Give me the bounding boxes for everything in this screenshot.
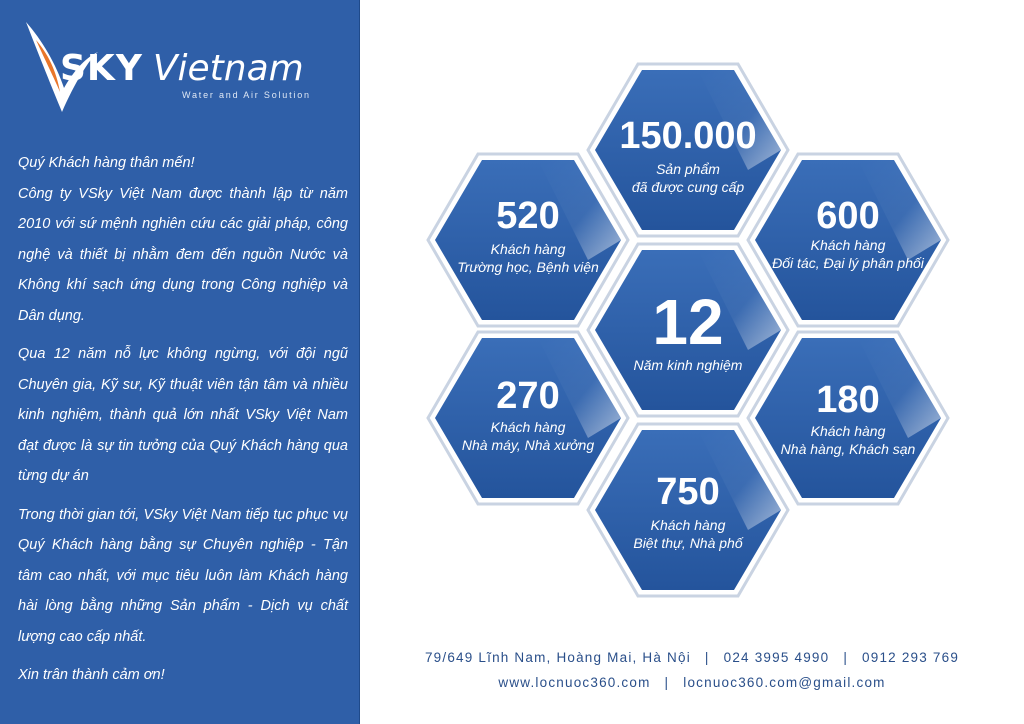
stat-top-line2: đã được cung cấp xyxy=(631,179,745,195)
phone-2[interactable]: 0912 293 769 xyxy=(862,650,960,665)
stat-lower-right-line2: Nhà hàng, Khách sạn xyxy=(780,441,916,457)
stat-center-line1: Năm kinh nghiệm xyxy=(633,357,743,373)
separator: | xyxy=(664,675,670,690)
hex-center xyxy=(588,244,788,416)
logo-wordmark xyxy=(60,48,304,89)
hex-bottom xyxy=(588,424,788,596)
stat-top-line1: Sản phẩm xyxy=(656,161,720,177)
logo-tagline: Water and Air Solution xyxy=(182,90,311,100)
stat-lower-left-line1: Khách hàng xyxy=(490,419,566,435)
stat-upper-right-line2: Đối tác, Đại lý phân phối xyxy=(772,255,924,271)
hex-top xyxy=(588,64,788,236)
intro-text xyxy=(18,148,348,691)
stat-lower-right-line1: Khách hàng xyxy=(810,423,886,439)
stat-upper-left-line2: Trường học, Bệnh viện xyxy=(457,259,599,275)
intro-paragraph-2: Qua 12 năm nỗ lực không ngừng, với đội ngũ Chuyên gia, Kỹ sư, Kỹ thuật viên tận tâm và nhiều kinh nghiệm, thành quả lớn nhất VSky Việt Nam đạt được là sự tin tưởng của Quý Khách hàng qua từng dự án xyxy=(18,346,348,484)
stat-upper-right-number: 600 xyxy=(816,195,880,237)
separator: | xyxy=(704,650,710,665)
separator: | xyxy=(843,650,849,665)
hex-lower-right xyxy=(748,332,948,504)
contact-line-1 xyxy=(360,650,1024,665)
hex-upper-left xyxy=(428,154,628,326)
stat-center-number: 12 xyxy=(652,286,724,358)
greeting: Quý Khách hàng thân mến! xyxy=(18,155,195,171)
logo-sky: SKY xyxy=(60,48,143,89)
stat-lower-left-number: 270 xyxy=(496,375,560,417)
stat-upper-left-number: 520 xyxy=(496,195,560,237)
hex-upper-right xyxy=(748,154,948,326)
phone-1[interactable]: 024 3995 4990 xyxy=(723,650,830,665)
stats-honeycomb xyxy=(360,0,1024,640)
intro-paragraph-1: Công ty VSky Việt Nam được thành lập từ năm 2010 với sứ mệnh nghiên cứu các giải pháp, công nghệ và thiết bị nhằm đem đến nguồn Nước và Không khí sạch ứng dụng trong Công nghiệp và Dân dụng. xyxy=(18,185,348,324)
stat-bottom-line1: Khách hàng xyxy=(650,517,726,533)
intro-paragraph-3: Trong thời gian tới, VSky Việt Nam tiếp tục phục vụ Quý Khách hàng bằng sự Chuyên nghiệp - Tận tâm cao nhất, với mục tiêu luôn làm Khách hàng hài lòng bằng những Sản phẩm - Dịch vụ chất lượng cao cấp nhất. xyxy=(18,506,348,645)
website-link[interactable]: www.locnuoc360.com xyxy=(498,675,651,690)
stat-lower-left-line2: Nhà máy, Nhà xưởng xyxy=(461,437,595,453)
left-panel xyxy=(0,0,360,724)
hex-lower-left xyxy=(428,332,628,504)
stat-bottom-line2: Biệt thự, Nhà phố xyxy=(633,535,743,551)
stat-bottom-number: 750 xyxy=(656,471,720,513)
contact-line-2 xyxy=(360,675,1024,690)
logo-vietnam: Vietnam xyxy=(152,48,304,89)
stat-upper-right-line1: Khách hàng xyxy=(810,237,886,253)
stat-top-number: 150.000 xyxy=(619,115,757,157)
email-link[interactable]: locnuoc360.com@gmail.com xyxy=(683,675,886,690)
stat-lower-right-number: 180 xyxy=(816,379,880,421)
address: 79/649 Lĩnh Nam, Hoàng Mai, Hà Nội xyxy=(424,650,691,665)
stat-upper-left-line1: Khách hàng xyxy=(490,241,566,257)
closing: Xin trân thành cảm ơn! xyxy=(18,667,165,683)
